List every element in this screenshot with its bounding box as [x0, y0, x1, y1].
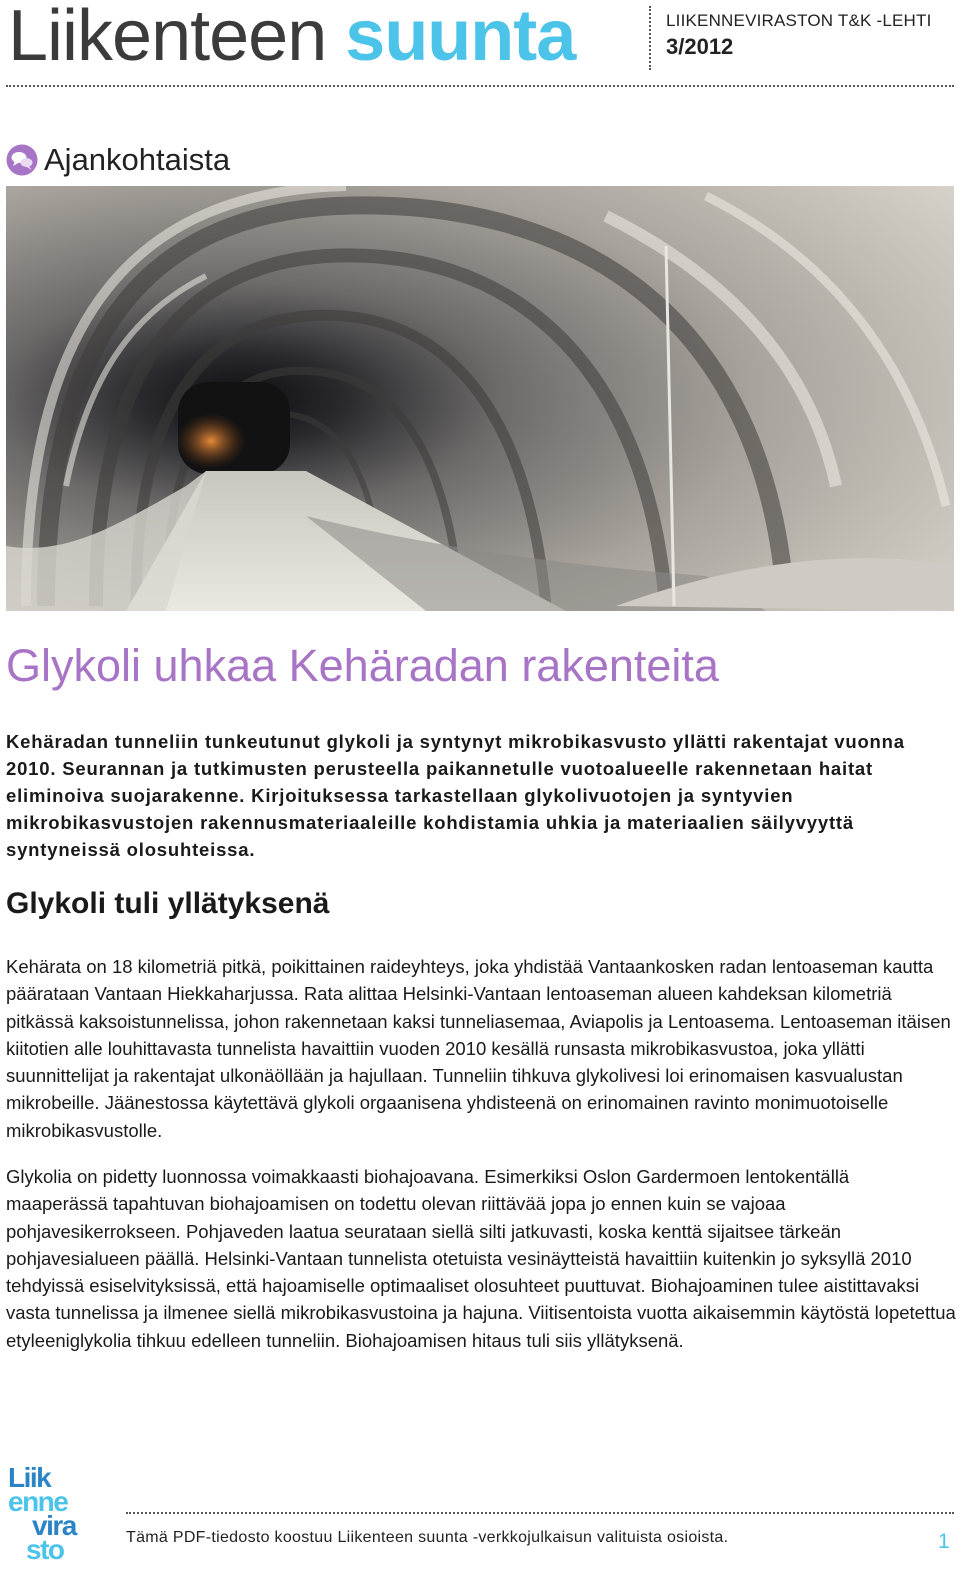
article-paragraph-2: Glykolia on pidetty luonnossa voimakkaasti biohajoavana. Esimerkiksi Oslon Gardermoen lentokentällä maaperässä tapahtuvan biohajoamisen on todettu olevan riittävää jopa jo ennen kuin se vajoaa pohjavesikerrokseen. Pohjaveden laatua seurataan siellä silti jatkuvasti, koska kenttä sijaitsee tärkeän pohjavesialueen päällä. Helsinki-Vantaan tunnelista otetuista vesinäytteistä havaittiin kuitenkin jo syksyllä 2010 tehdyissä esiselvityksissä, että hajoamiselle optimaaliset olosuhteet puuttuvat. Biohajoaminen tulee aistittavaksi vasta tunnelissa ja ilmenee siellä mikrobikasvustoina ja hajuna. Viitisentoista vuotta aikaisemmin käytöstä lopetettua etyleeniglykolia tihkuu edelleen tunneliin. Biohajoamisen hitaus tuli siis yllätyksenä.: [6, 1166, 956, 1351]
logo-text-suunta: suunta: [345, 0, 576, 76]
masthead-divider: [649, 6, 651, 70]
article-lead: Kehäradan tunneliin tunkeutunut glykoli ja syntynyt mikrobikasvusto yllätti rakentajat vuonna 2010. Seurannan ja tutkimusten perusteella paikannetulle vuotoalueelle rakennetaan haitat eliminoiva suojarakenne. Kirjoituksessa tarkastellaan glykolivuotojen ja syntyvien mikrobikasvustojen rakennusmateriaaleille kohdistamia uhkia ja materiaalien säilyvyyttä syntyneissä olosuhteissa.: [6, 731, 905, 860]
publication-logo: [8, 0, 575, 78]
logo-line-4: sto: [26, 1534, 64, 1563]
section-label: Ajankohtaista: [44, 142, 231, 177]
article-paragraph-1: Kehärata on 18 kilometriä pitkä, poikittainen raideyhteys, joka yhdistää Vantaankosken radan lentoaseman kautta päärataan Vantaan Hiekkaharjussa. Rata alittaa Helsinki-Vantaan lentoaseman alueen kahdeksan kilometriä pitkässä kaksoistunnelissa, johon rakennetaan kaksi tunneliasemaa, Aviapolis ja Lentoasema. Lentoaseman itäisen kiitotien alle louhittavasta tunnelista havaittiin vuoden 2010 kesällä runsasta mikrobikasvustoa, joka yllätti suunnittelijat ja rakentajat ulkonäöllään ja hajullaan. Tunneliin tihkuva glykolivesi loi erinomaisen kasvualustan mikrobeille. Jäänestossa käytettävä glykoli orgaanisena yhdisteenä on erinomainen ravinto monimuotoiselle mikrobikasvustolle.: [6, 956, 951, 1141]
liikennevirasto-logo: [6, 1463, 96, 1563]
tunnel-photo: [6, 186, 954, 611]
article-headline: Glykoli uhkaa Kehäradan rakenteita: [6, 640, 719, 691]
footer-note: Tämä PDF-tiedosto koostuu Liikenteen suunta -verkkojulkaisun valituista osioista.: [126, 1529, 729, 1546]
speech-bubbles-icon: [6, 144, 38, 176]
footer-dotted-rule: [126, 1512, 954, 1514]
logo-line-3: vira: [32, 1510, 76, 1541]
page-number: 1: [938, 1530, 950, 1553]
article-subheading: Glykoli tuli yllätyksenä: [6, 887, 330, 920]
header-dotted-rule: [6, 85, 954, 87]
logo-line-1: Liik: [8, 1463, 51, 1493]
issue-number: 3/2012: [666, 34, 734, 59]
masthead: [0, 0, 960, 90]
logo-text-liikenteen: Liikenteen: [8, 0, 327, 76]
logo-line-2: enne: [8, 1486, 68, 1517]
publication-name: LIIKENNEVIRASTON T&K -LEHTI: [666, 11, 932, 30]
